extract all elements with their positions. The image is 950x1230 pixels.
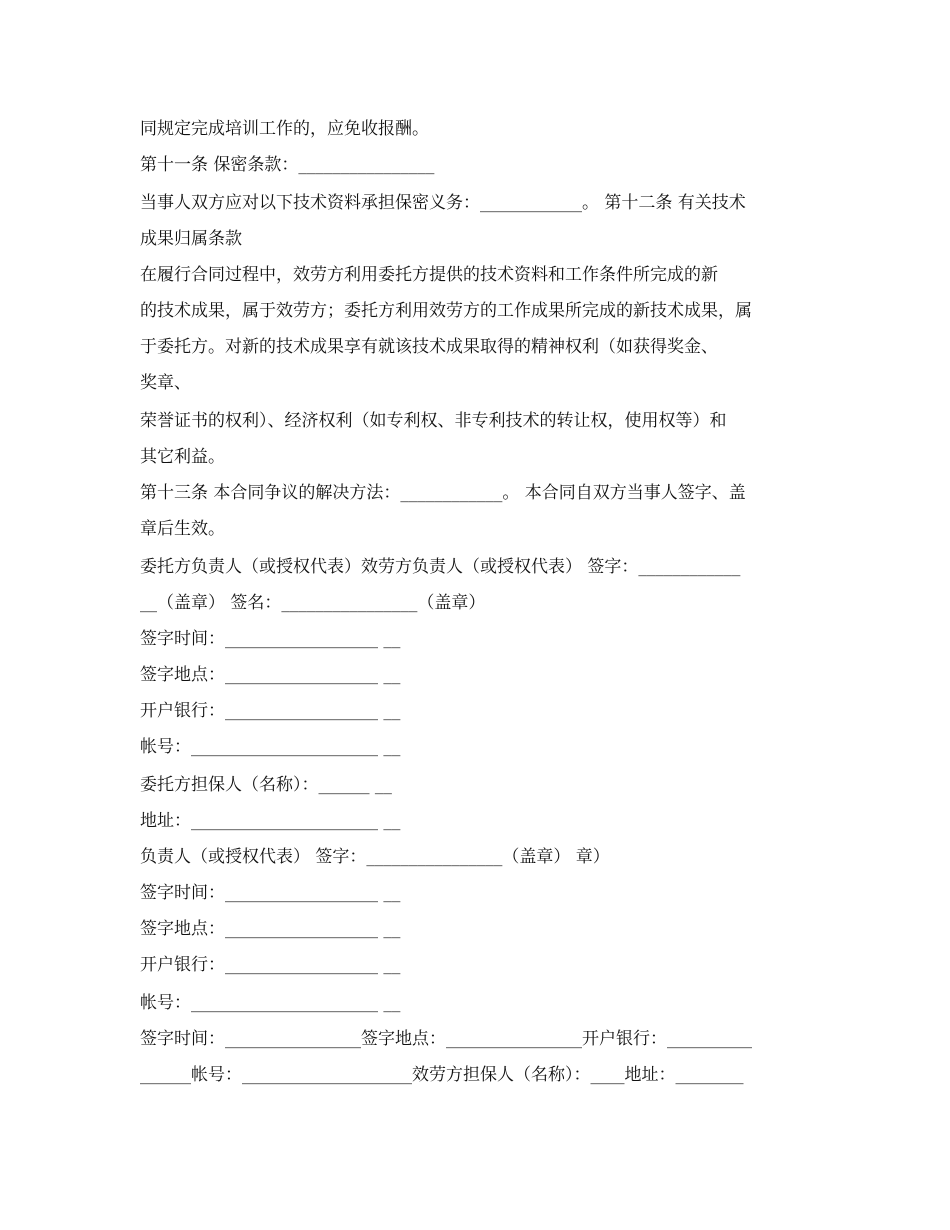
text-line: 开户银行：__________________ __ [140, 955, 401, 975]
text-line: 其它利益。 [140, 447, 225, 467]
text-line: 当事人双方应对以下技术资料承担保密义务：____________。 第十二条 有关技术 [140, 193, 746, 213]
text-line: 荣誉证书的权利）、经济权利（如专利权、非专利技术的转让权，使用权等）和 [140, 411, 727, 431]
text-line: 同规定完成培训工作的，应免收报酬。 [140, 119, 429, 139]
text-line: 签字时间：________________签字地点：________________开户银行：__________ [140, 1029, 752, 1049]
text-line: 签字地点：__________________ __ [140, 665, 401, 685]
text-line: 于委托方。对新的技术成果享有就该技术成果取得的精神权利（如获得奖金、 [140, 337, 718, 357]
text-line: 帐号：______________________ __ [140, 737, 401, 757]
text-line: 的技术成果，属于效劳方；委托方利用效劳方的工作成果所完成的新技术成果，属 [140, 301, 752, 321]
text-line: 委托方担保人（名称）：______ __ [140, 775, 392, 795]
text-line: __（盖章） 签名：________________（盖章） [140, 593, 486, 613]
text-line: 签字时间：__________________ __ [140, 883, 401, 903]
text-line: 第十三条 本合同争议的解决方法：____________。 本合同自双方当事人签字、盖 [140, 483, 746, 503]
text-line: 负责人（或授权代表） 签字：________________（盖章） 章） [140, 847, 610, 867]
text-line: 奖章、 [140, 373, 191, 393]
text-line: 签字地点：__________________ __ [140, 919, 401, 939]
text-line: 地址：______________________ __ [140, 811, 401, 831]
text-line: 第十一条 保密条款：________________ [140, 155, 435, 175]
text-line: 成果归属条款 [140, 229, 242, 249]
text-line: 开户银行：__________________ __ [140, 701, 401, 721]
text-line: 在履行合同过程中，效劳方利用委托方提供的技术资料和工作条件所完成的新 [140, 265, 718, 285]
text-line: 章后生效。 [140, 519, 225, 539]
text-line: 签字时间：__________________ __ [140, 629, 401, 649]
text-line: 委托方负责人（或授权代表）效劳方负责人（或授权代表） 签字：____________ [140, 557, 741, 577]
text-line: ______帐号：____________________效劳方担保人（名称）：____地址：________ [140, 1065, 744, 1085]
text-line: 帐号：______________________ __ [140, 993, 401, 1013]
